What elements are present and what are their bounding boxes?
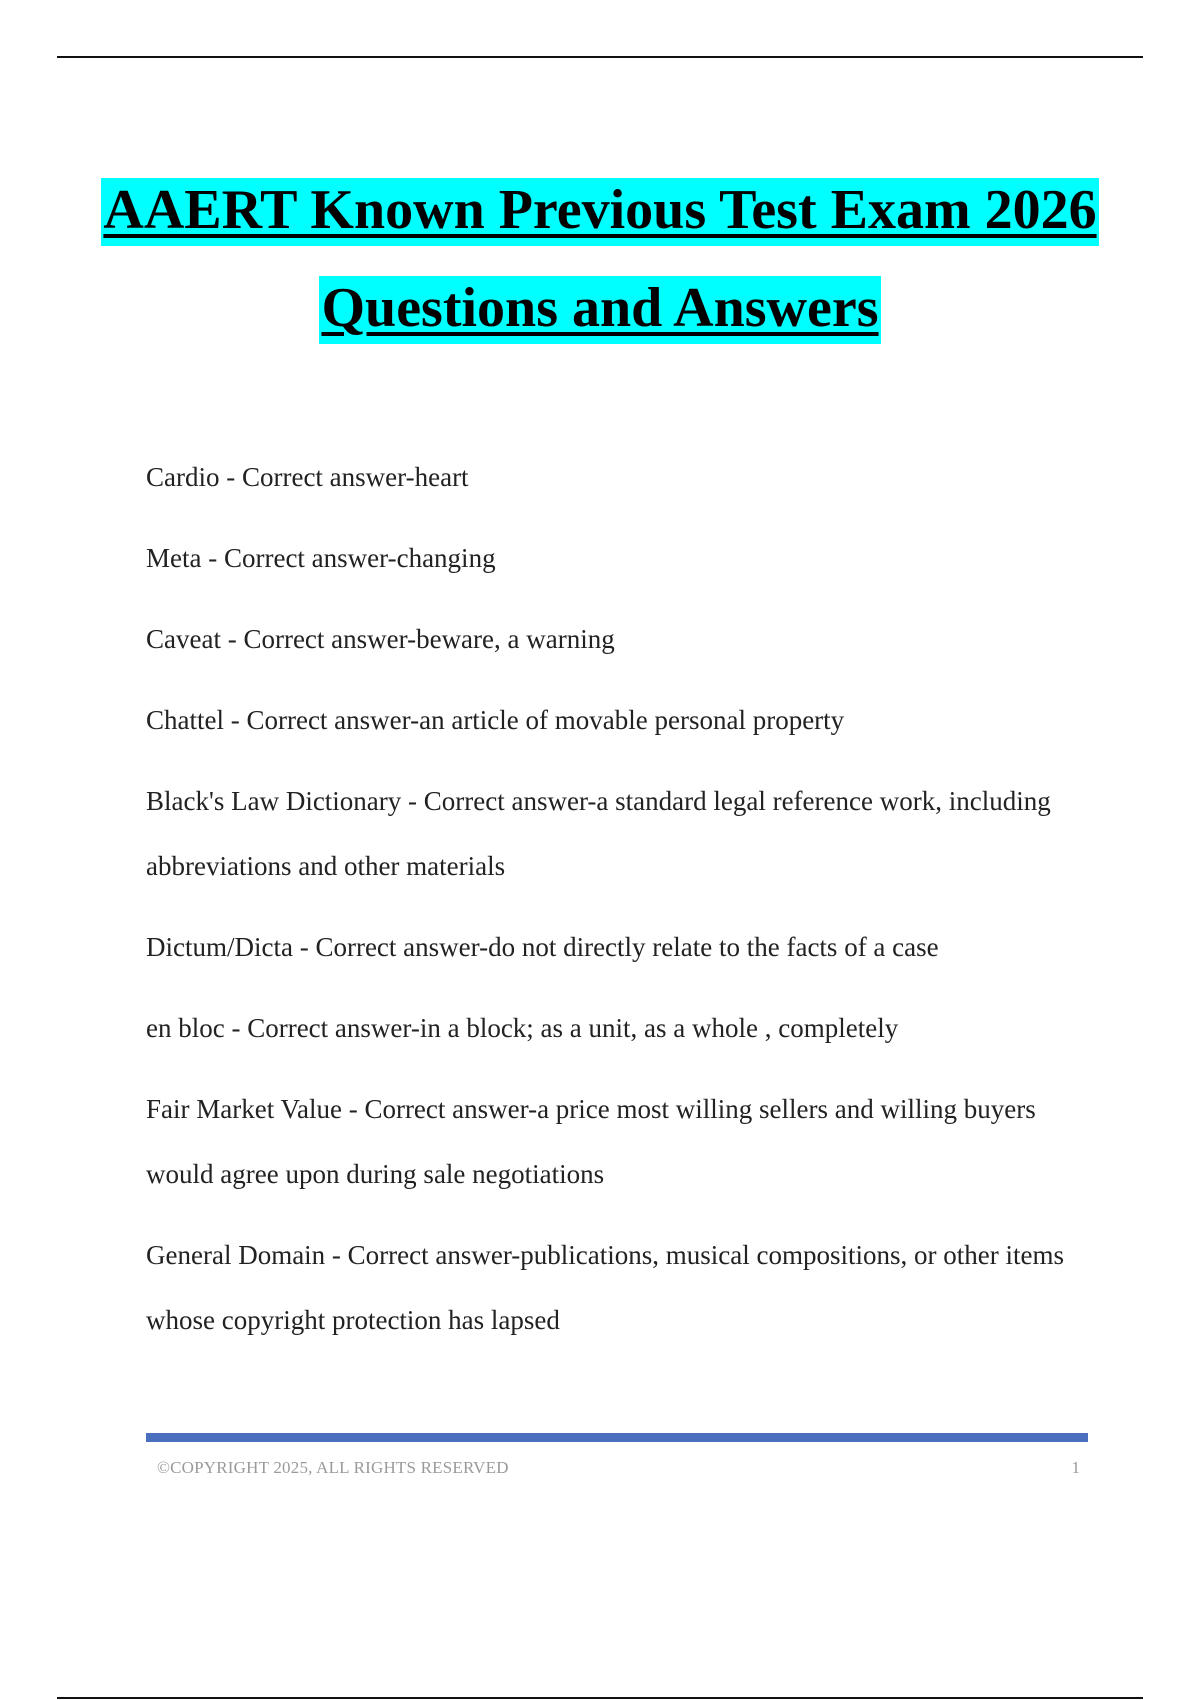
- qa-item: Meta - Correct answer-changing: [146, 543, 496, 573]
- document-title: [0, 178, 1200, 344]
- qa-item: en bloc - Correct answer-in a block; as a unit, as a whole , completely: [146, 1013, 899, 1043]
- qa-item: Dictum/Dicta - Correct answer-do not directly relate to the facts of a case: [146, 932, 939, 962]
- qa-item: Chattel - Correct answer-an article of movable personal property: [146, 705, 845, 735]
- qa-item: General Domain - Correct answer-publications, musical compositions, or other items whose copyright protection has lapsed: [146, 1240, 1064, 1335]
- title-line-1: AAERT Known Previous Test Exam 2026: [101, 178, 1098, 246]
- qa-item: Fair Market Value - Correct answer-a price most willing sellers and willing buyers would agree upon during sale negotiations: [146, 1094, 1036, 1189]
- qa-item: Cardio - Correct answer-heart: [146, 462, 469, 492]
- title-line-2: Questions and Answers: [319, 276, 880, 344]
- qa-item: Black's Law Dictionary - Correct answer-a standard legal reference work, including abbreviations and other materials: [146, 786, 1051, 881]
- top-rule: [57, 56, 1143, 58]
- bottom-rule: [57, 1697, 1143, 1699]
- footer-copyright: ©COPYRIGHT 2025, ALL RIGHTS RESERVED: [157, 1458, 509, 1477]
- qa-item: Caveat - Correct answer-beware, a warning: [146, 624, 615, 654]
- page-number: 1: [1071, 1458, 1080, 1477]
- qa-list: [146, 445, 1086, 1369]
- footer-divider: [146, 1433, 1088, 1442]
